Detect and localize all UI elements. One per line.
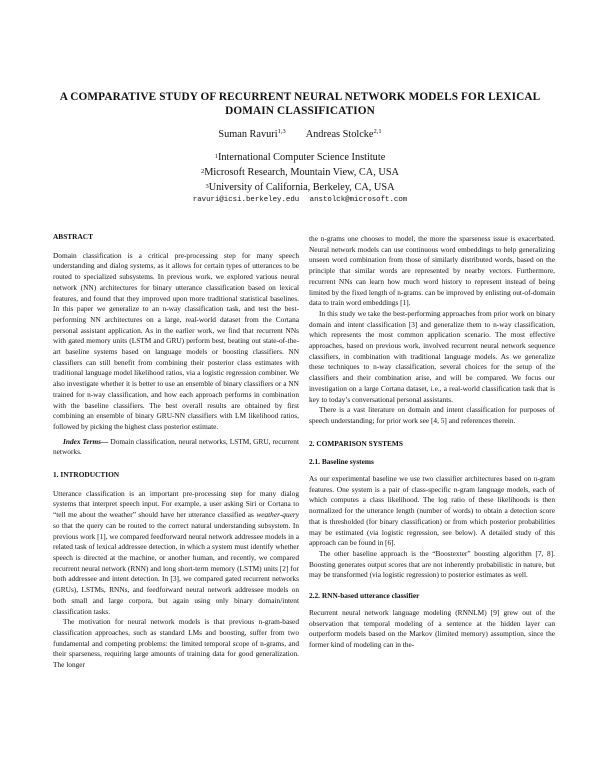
affiliation <box>40 150 560 165</box>
affiliation-text: Microsoft Research, Mountain View, CA, USA <box>204 167 399 178</box>
emails <box>40 196 560 204</box>
body-paragraph: There is a vast literature on domain and intent classification for purposes of speech understanding; for prior work see [4, 5] and references therein. <box>309 405 555 425</box>
intro-paragraph: The motivation for neural network models is that previous n-gram-based classification approaches, such as standard LMs and boosting, suffer from two fundamental and competing problems: the limited temporal scope of n-grams, and their sparseness, requiring large amounts of training data for good generalization. The longer <box>53 617 299 670</box>
email: ravuri@icsi.berkeley.edu <box>192 196 300 204</box>
email: anstolck@microsoft.com <box>309 196 408 204</box>
abstract-text: Domain classification is a critical pre-processing step for many speech understanding and dialog systems, as it allows for certain types of utterances to be routed to specialized subsystems. In previous work, we explored various neural network (NN) architectures for binary utterance classification based on lexical features, and found that they improved upon more traditional statistical baselines. In this paper we generalize to an n-way classification task, and test the best-performing NN architectures on a large, real-world dataset from the Cortana personal assistant application. As in the earlier work, we find that recurrent NNs with gated memory units (LSTM and GRU) perform best, beating out state-of-the-art baseline systems based on language models or boosting classifiers. NN classifiers can still benefit from combining their posterior class estimates with traditional language model likelihood ratios, via a logistic regression combiner. We also investigate whether it is better to use an ensemble of binary classifiers or a NN trained for n-way classification, and how each approach performs in combination with the baseline classifiers. The best overall results are obtained by first combining an ensemble of binary GRU-NN classifiers with LM likelihood ratios, followed by picking the highest class posterior estimate. <box>53 250 299 431</box>
affiliation-sup: 2 <box>201 168 205 175</box>
section-heading: 2. COMPARISON SYSTEMS <box>309 438 403 448</box>
affiliation-sup: 1 <box>214 153 218 160</box>
affiliation-sup: 3 <box>205 183 209 190</box>
intro-emphasis: weather-query <box>256 510 299 520</box>
paper-title: A COMPARATIVE STUDY OF RECURRENT NEURAL NETWORK MODELS FOR LEXICAL DOMAIN CLASSIFICATION <box>59 91 541 117</box>
body-paragraph: the n-grams one chooses to model, the more the sparseness issue is exacerbated. Neural network models can use continuous word embeddings to help generalizing unseen word combination from those of similarly distributed words, based on the principle that similar words are represented by nearby vectors. Furthermore, recurrent NNs can learn how much word history to represent instead of being limited by the fixed length of n-grams. can be improved by enlisting out-of-domain data to train word embeddings [1]. <box>309 234 555 308</box>
affiliation <box>40 165 560 180</box>
body-paragraph: The other baseline approach is the “Boostexter” boosting algorithm [7, 8]. Boosting generates output scores that are not inherently probabilistic in nature, but may be transformed (via logistic regression) to posterior estimates as well. <box>309 548 555 580</box>
right-column <box>309 234 555 651</box>
body-paragraph: Recurrent neural network language modeling (RNNLM) [9] grew out of the observation that temporal modeling of a sentence at the hidden layer can outperform models based on the Markov (limited memory) assumption, since the former kind of modeling can in the- <box>309 607 555 649</box>
abstract-heading: ABSTRACT <box>53 232 93 241</box>
index-terms-label: Index Terms— <box>63 436 109 446</box>
intro-text: Utterance classification is an important pre-processing step for many dialog systems that interpret speech input. For example, a user asking Siri or Cortana to “tell me about the weather” should have her utterance classified as <box>53 488 299 520</box>
author-sup: 1,3 <box>277 128 286 135</box>
body-paragraph: In this study we take the best-performing approaches from prior work on binary domain and intent classification [3] and generalize them to n-way classification, which represents the most common application scenario. The most effective approaches, based on previous work, involved recurrent neural network sequence classifiers, in combination with traditional language models. As we generalize these techniques to n-way classification, several choices for the setup of the classifiers and their combination arise, and will be compared. We focus our investigation on a large Cortana dataset, i.e., a real-world classification task that is key to today’s conversational personal assistants. <box>309 308 555 404</box>
intro-heading: 1. INTRODUCTION <box>53 470 120 480</box>
intro-paragraph <box>53 489 299 617</box>
index-terms-text: Domain classification, neural networks, LSTM, GRU, recurrent networks. <box>53 436 299 457</box>
author-name: Andreas Stolcke <box>305 129 374 140</box>
index-terms <box>53 437 299 458</box>
body-paragraph: As our experimental baseline we use two classifier architectures based on n-gram features. One system is a pair of class-specific n-gram language models, each of which computes a class likelihood. The log ratio of these likelihoods is then normalized for the utterance length (number of words) to obtain a detection score that is thresholded (for binary classification) or from which posterior probabilities may be estimated (via logistic regression, see below). A detailed study of this approach can be found in [6]. <box>309 474 555 548</box>
author-sup: 2,1 <box>373 128 382 135</box>
affiliation <box>40 180 560 195</box>
intro-text: so that the query can be routed to the correct natural understanding subsystem. In previous work [1], we compared feedforward neural network addressee models in a related task of lexical addressee detection, in which a system must identify whether speech is directed at the machine, or another human, and recently, we compared recurrent neural network (RNN) and long short-term memory (LSTM) units [2] for both addressee and intent detection. In [3], we compared gated recurrent networks (GRUs), LSTMs, RNNs, and feedforward neural network addressee models on both small and large corpora, but again using only binary domain/intent classification tasks. <box>53 520 299 616</box>
subsection-heading: 2.2. RNN-based utterance classifier <box>309 591 420 601</box>
left-column <box>53 232 299 671</box>
subsection-heading: 2.1. Baseline systems <box>309 457 374 467</box>
author-name: Suman Ravuri <box>218 129 278 140</box>
affiliation-text: International Computer Science Institute <box>217 152 386 163</box>
affiliations <box>40 150 560 195</box>
author-line <box>40 129 560 140</box>
affiliation-text: University of California, Berkeley, CA, USA <box>208 182 395 193</box>
